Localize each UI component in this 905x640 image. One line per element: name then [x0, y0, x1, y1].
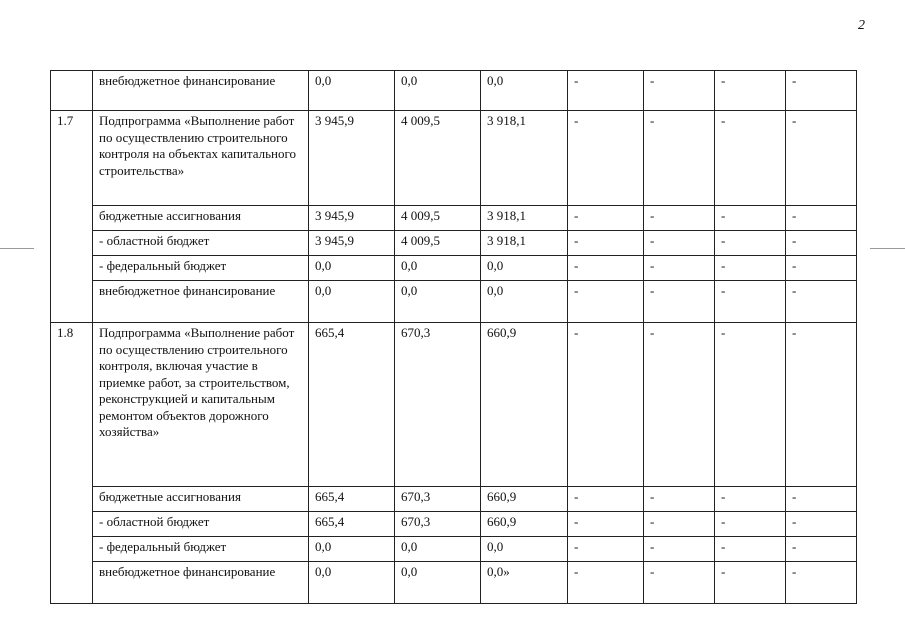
dash-cell-4: - — [786, 537, 857, 562]
table-row — [51, 562, 857, 604]
dash-cell-4: - — [786, 231, 857, 256]
dash-cell-3: - — [715, 537, 786, 562]
dash-cell-4: - — [786, 111, 857, 206]
dash-cell-1: - — [568, 256, 644, 281]
table-row — [51, 323, 857, 487]
dash-cell-3: - — [715, 487, 786, 512]
dash-cell-1: - — [568, 487, 644, 512]
row-description-cell: бюджетные ассигнования — [93, 487, 309, 512]
value-cell-3: 3 918,1 — [481, 231, 568, 256]
value-cell-1: 665,4 — [309, 323, 395, 487]
dash-cell-3: - — [715, 281, 786, 323]
value-cell-2: 670,3 — [395, 323, 481, 487]
value-cell-1: 0,0 — [309, 71, 395, 111]
dash-cell-2: - — [644, 537, 715, 562]
value-cell-3: 0,0 — [481, 537, 568, 562]
dash-cell-1: - — [568, 71, 644, 111]
row-description-cell: Подпрограмма «Выполнение работ по осуществлению строительного контроля, включая участие в приемке работ, за строительством, реконструкцией и капитальным ремонтом объектов дорожного хозяйства» — [93, 323, 309, 487]
dash-cell-3: - — [715, 231, 786, 256]
value-cell-1: 0,0 — [309, 281, 395, 323]
dash-cell-2: - — [644, 231, 715, 256]
row-description-cell: - областной бюджет — [93, 231, 309, 256]
value-cell-1: 3 945,9 — [309, 231, 395, 256]
table-row — [51, 231, 857, 256]
table-row — [51, 512, 857, 537]
value-cell-2: 670,3 — [395, 487, 481, 512]
dash-cell-2: - — [644, 487, 715, 512]
dash-cell-4: - — [786, 512, 857, 537]
value-cell-1: 0,0 — [309, 256, 395, 281]
dash-cell-4: - — [786, 206, 857, 231]
right-margin-mark — [870, 248, 905, 249]
dash-cell-3: - — [715, 512, 786, 537]
value-cell-1: 665,4 — [309, 512, 395, 537]
value-cell-2: 670,3 — [395, 512, 481, 537]
row-description-cell: бюджетные ассигнования — [93, 206, 309, 231]
dash-cell-4: - — [786, 562, 857, 604]
budget-table — [50, 70, 857, 604]
value-cell-1: 3 945,9 — [309, 206, 395, 231]
dash-cell-3: - — [715, 323, 786, 487]
value-cell-3: 660,9 — [481, 512, 568, 537]
value-cell-2: 4 009,5 — [395, 111, 481, 206]
row-number-cell: 1.7 — [51, 111, 93, 323]
value-cell-2: 0,0 — [395, 256, 481, 281]
row-number-cell — [51, 71, 93, 111]
dash-cell-1: - — [568, 562, 644, 604]
value-cell-2: 0,0 — [395, 71, 481, 111]
value-cell-2: 0,0 — [395, 562, 481, 604]
dash-cell-1: - — [568, 231, 644, 256]
value-cell-2: 0,0 — [395, 537, 481, 562]
dash-cell-4: - — [786, 281, 857, 323]
dash-cell-3: - — [715, 111, 786, 206]
dash-cell-4: - — [786, 487, 857, 512]
value-cell-3: 3 918,1 — [481, 111, 568, 206]
dash-cell-2: - — [644, 562, 715, 604]
dash-cell-1: - — [568, 111, 644, 206]
dash-cell-2: - — [644, 323, 715, 487]
value-cell-1: 3 945,9 — [309, 111, 395, 206]
row-number-cell: 1.8 — [51, 323, 93, 604]
value-cell-2: 4 009,5 — [395, 231, 481, 256]
value-cell-3: 0,0 — [481, 281, 568, 323]
dash-cell-4: - — [786, 323, 857, 487]
dash-cell-1: - — [568, 206, 644, 231]
dash-cell-4: - — [786, 256, 857, 281]
dash-cell-3: - — [715, 71, 786, 111]
value-cell-1: 0,0 — [309, 537, 395, 562]
dash-cell-3: - — [715, 562, 786, 604]
dash-cell-1: - — [568, 537, 644, 562]
page-number: 2 — [858, 18, 865, 33]
row-description-cell: внебюджетное финансирование — [93, 562, 309, 604]
value-cell-2: 0,0 — [395, 281, 481, 323]
value-cell-3: 3 918,1 — [481, 206, 568, 231]
dash-cell-2: - — [644, 71, 715, 111]
value-cell-1: 0,0 — [309, 562, 395, 604]
dash-cell-2: - — [644, 256, 715, 281]
value-cell-2: 4 009,5 — [395, 206, 481, 231]
dash-cell-2: - — [644, 512, 715, 537]
left-margin-mark — [0, 248, 34, 249]
value-cell-3: 660,9 — [481, 323, 568, 487]
table-row — [51, 71, 857, 111]
table-row — [51, 206, 857, 231]
table-row — [51, 256, 857, 281]
value-cell-3: 0,0 — [481, 256, 568, 281]
table-row — [51, 537, 857, 562]
dash-cell-2: - — [644, 111, 715, 206]
dash-cell-4: - — [786, 71, 857, 111]
value-cell-3: 660,9 — [481, 487, 568, 512]
dash-cell-2: - — [644, 281, 715, 323]
dash-cell-2: - — [644, 206, 715, 231]
table-row — [51, 111, 857, 206]
row-description-cell: - федеральный бюджет — [93, 537, 309, 562]
dash-cell-3: - — [715, 206, 786, 231]
row-description-cell: - федеральный бюджет — [93, 256, 309, 281]
value-cell-3: 0,0» — [481, 562, 568, 604]
value-cell-3: 0,0 — [481, 71, 568, 111]
row-description-cell: внебюджетное финансирование — [93, 71, 309, 111]
row-description-cell: - областной бюджет — [93, 512, 309, 537]
dash-cell-1: - — [568, 512, 644, 537]
table-row — [51, 487, 857, 512]
dash-cell-3: - — [715, 256, 786, 281]
dash-cell-1: - — [568, 281, 644, 323]
row-description-cell: внебюджетное финансирование — [93, 281, 309, 323]
row-description-cell: Подпрограмма «Выполнение работ по осуществлению строительного контроля на объектах капитального строительства» — [93, 111, 309, 206]
table-row — [51, 281, 857, 323]
value-cell-1: 665,4 — [309, 487, 395, 512]
dash-cell-1: - — [568, 323, 644, 487]
